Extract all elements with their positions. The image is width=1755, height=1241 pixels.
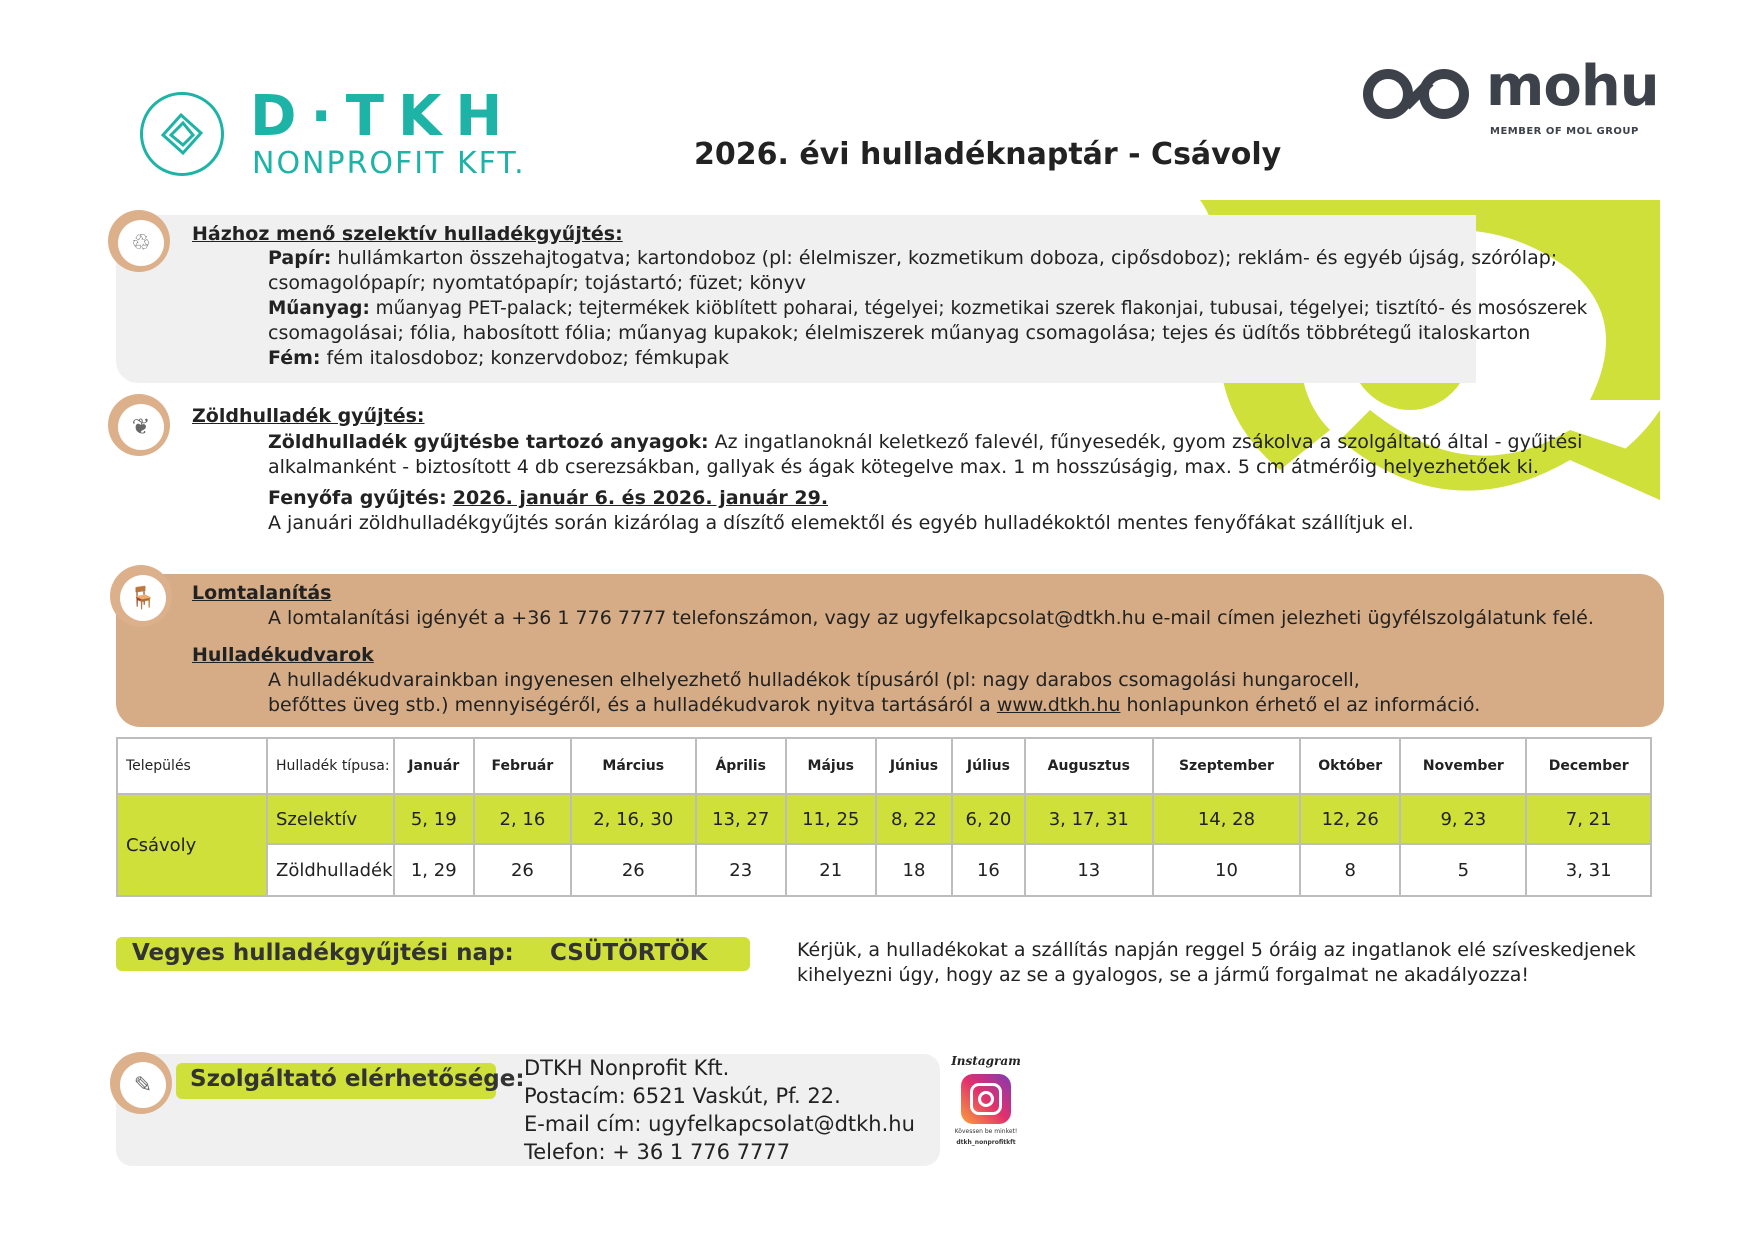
mohu-logo-icon (1360, 64, 1476, 124)
type-cell: Szelektív (267, 794, 394, 844)
contact-phone[interactable]: Telefon: + 36 1 776 7777 (524, 1140, 791, 1164)
date-cell: 13 (1025, 844, 1153, 896)
contact-line-2: Postacím: 6521 Vaskút, Pf. 22. (524, 1084, 841, 1108)
leaf-badge (108, 394, 170, 456)
leaf-icon: ❦ (118, 404, 164, 450)
month-header: December (1526, 738, 1651, 794)
month-header: Március (571, 738, 696, 794)
green-body (268, 430, 1588, 536)
month-header: Május (786, 738, 876, 794)
month-header: Augusztus (1025, 738, 1153, 794)
date-cell: 5 (1400, 844, 1526, 896)
type-cell: Zöldhulladék (267, 844, 394, 896)
date-cell: 8, 22 (876, 794, 952, 844)
metal-label: Fém: (268, 347, 321, 369)
yards-text-2a: befőttes üveg stb.) mennyiségéről, és a hulladékudvarok nyitva tartásáról a (268, 694, 997, 716)
place-cell: Csávoly (117, 794, 267, 896)
pen-icon: ✎ (120, 1062, 166, 1108)
mixed-waste-label: Vegyes hulladékgyűjtési nap: (132, 940, 514, 966)
table-row (117, 794, 1651, 844)
bulky-heading: Lomtalanítás (192, 582, 332, 604)
metal-text: fém italosdoboz; konzervdoboz; fémkupak (320, 347, 729, 369)
col-type-header: Hulladék típusa: (267, 738, 394, 794)
date-cell: 3, 31 (1526, 844, 1651, 896)
selective-heading: Házhoz menő szelektív hulladékgyűjtés: (192, 223, 623, 245)
date-cell: 8 (1300, 844, 1400, 896)
dtkh-logo-sub: NONPROFIT KFT. (252, 146, 526, 181)
mixed-waste-note-2: kihelyezni úgy, hogy az se a gyalogos, se a jármű forgalmat ne akadályozza! (797, 964, 1529, 986)
recycle-badge (108, 210, 170, 272)
month-header: November (1400, 738, 1526, 794)
dtkh-logo (140, 84, 540, 183)
plastic-text-1: műanyag PET-palack; tejtermékek kiöblített poharai, tégelyei; kozmetikai szerek flakonjai, tubusai, tégelyei; tisztító- és mosószerek (369, 298, 1588, 319)
furniture-icon: 🪑 (120, 575, 166, 621)
month-header: Július (952, 738, 1025, 794)
date-cell: 14, 28 (1153, 794, 1300, 844)
date-cell: 10 (1153, 844, 1300, 896)
date-cell: 7, 21 (1526, 794, 1651, 844)
month-header: Október (1300, 738, 1400, 794)
selective-body (268, 246, 1663, 371)
green-heading: Zöldhulladék gyűjtés: (192, 405, 425, 427)
yards-heading: Hulladékudvarok (192, 644, 374, 666)
col-place-header: Település (117, 738, 267, 794)
month-header: Február (474, 738, 571, 794)
date-cell: 26 (474, 844, 571, 896)
date-cell: 2, 16, 30 (571, 794, 696, 844)
month-header: Április (696, 738, 786, 794)
date-cell: 21 (786, 844, 876, 896)
date-cell: 1, 29 (394, 844, 474, 896)
plastic-text-2: csomagolásai; fólia, habosított fólia; műanyag kupakok; élelmiszerek műanyag csomagolása; tejes és üdítős többrétegű italoskarton (268, 322, 1531, 344)
instagram-block[interactable] (950, 1054, 1022, 1158)
paper-label: Papír: (268, 247, 332, 269)
date-cell: 11, 25 (786, 794, 876, 844)
paper-text-2: csomagolópapír; nyomtatópapír; tojástartó; füzet; könyv (268, 272, 806, 294)
contact-details (524, 1054, 915, 1166)
table-row (117, 844, 1651, 896)
mixed-waste-note (797, 938, 1636, 988)
yards-text-2b: honlapunkon érhető el az információ. (1120, 694, 1481, 716)
date-cell: 9, 23 (1400, 794, 1526, 844)
mohu-logo (1360, 54, 1660, 150)
instagram-icon (961, 1074, 1011, 1124)
bulky-text: A lomtalanítási igényét a +36 1 776 7777 telefonszámon, vagy az ugyfelkapcsolat@dtkh.hu e-mail címen jelezheti ügyfélszolgálatunk felé. (268, 607, 1594, 629)
date-cell: 26 (571, 844, 696, 896)
recycle-icon: ♲ (118, 220, 164, 266)
mohu-logo-sub: MEMBER OF MOL GROUP (1490, 126, 1639, 137)
mohu-logo-name: mohu (1486, 54, 1659, 119)
dtkh-logo-name: D·TKH (250, 84, 517, 149)
contact-badge (110, 1052, 172, 1114)
page-title: 2026. évi hulladéknaptár - Csávoly (694, 137, 1282, 172)
date-cell: 16 (952, 844, 1025, 896)
tree-text: A januári zöldhulladékgyűjtés során kizárólag a díszítő elemektől és egyéb hulladékoktól mentes fenyőfákat szállítjuk el. (268, 512, 1414, 534)
plastic-label: Műanyag: (268, 298, 370, 319)
dtkh-logo-icon (140, 92, 224, 176)
date-cell: 3, 17, 31 (1025, 794, 1153, 844)
date-cell: 12, 26 (1300, 794, 1400, 844)
green-materials-text-1: Az ingatlanoknál keletkező falevél, fűnyesedék, gyom zsákolva a szolgáltató által - gyűjtési (708, 431, 1583, 453)
date-cell: 18 (876, 844, 952, 896)
furniture-badge (110, 565, 172, 627)
yards-text-1: A hulladékudvarainkban ingyenesen elhelyezhető hulladékok típusáról (pl: nagy darabos csomagolási hungarocell, (268, 669, 1360, 691)
instagram-handle: dtkh_nonprofitkft (956, 1139, 1016, 1146)
month-header: Szeptember (1153, 738, 1300, 794)
tree-dates: 2026. január 6. és 2026. január 29. (452, 487, 829, 509)
dtkh-website-link[interactable]: www.dtkh.hu (996, 694, 1121, 716)
green-materials-label: Zöldhulladék gyűjtésbe tartozó anyagok: (268, 431, 709, 453)
yards-body (268, 668, 1480, 718)
contact-line-1: DTKH Nonprofit Kft. (524, 1056, 730, 1080)
green-materials-text-2: alkalmanként - biztosított 4 db cserezsákban, gallyak és ágak kötegelve max. 1 m hosszúságig, max. 5 cm átmérőig helyezhetőek ki. (268, 456, 1539, 478)
table-header-row (117, 738, 1651, 794)
instagram-title: Instagram (951, 1054, 1021, 1068)
date-cell: 23 (696, 844, 786, 896)
date-cell: 5, 19 (394, 794, 474, 844)
date-cell: 6, 20 (952, 794, 1025, 844)
mixed-waste-note-1: Kérjük, a hulladékokat a szállítás napján reggel 5 óráig az ingatlanok elé szíveskedjenek (797, 939, 1636, 961)
mixed-waste-day: CSÜTÖRTÖK (550, 940, 708, 966)
paper-text-1: hullámkarton összehajtogatva; kartondoboz (pl: élelmiszer, kozmetikum doboza, cipősdoboz); reklám- és egyéb újság, szórólap; (331, 247, 1558, 269)
collection-calendar-table (116, 737, 1652, 897)
contact-label: Szolgáltató elérhetősége: (190, 1066, 525, 1092)
contact-email[interactable]: E-mail cím: ugyfelkapcsolat@dtkh.hu (524, 1112, 915, 1136)
instagram-follow: Kövessen be minket! (954, 1128, 1018, 1135)
date-cell: 13, 27 (696, 794, 786, 844)
month-header: Június (876, 738, 952, 794)
tree-label: Fenyőfa gyűjtés: (268, 487, 447, 509)
date-cell: 2, 16 (474, 794, 571, 844)
month-header: Január (394, 738, 474, 794)
